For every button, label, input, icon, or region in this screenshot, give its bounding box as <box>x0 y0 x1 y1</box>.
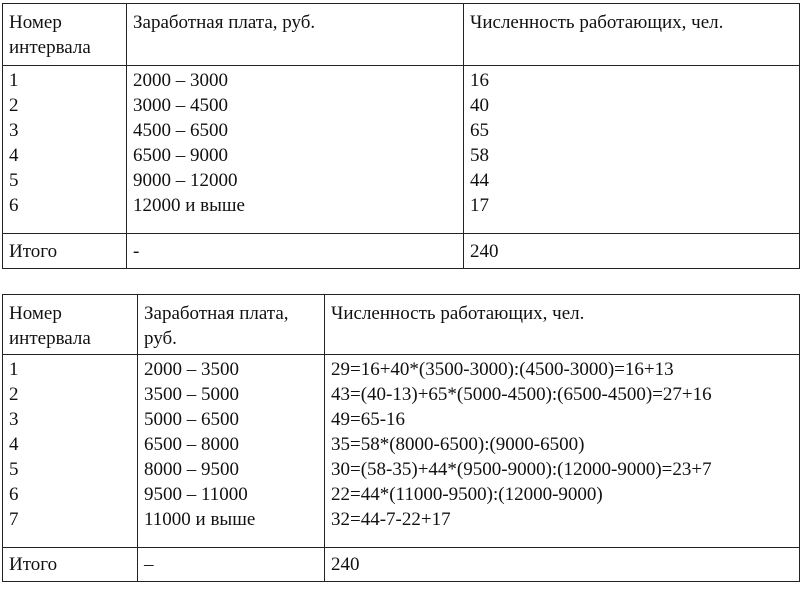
list-item: 1 <box>9 70 19 91</box>
list-item: 43=(40-13)+65*(5000-4500):(6500-4500)=27+16 <box>331 384 712 405</box>
list-item: 30=(58-35)+44*(9500-9000):(12000-9000)=23+7 <box>331 459 712 480</box>
header-interval-number: Номер интервала <box>3 295 138 355</box>
list-item: 44 <box>470 170 489 191</box>
list-item: 49=65-16 <box>331 409 406 430</box>
table-body-row <box>3 355 800 548</box>
table-body-row <box>3 66 800 234</box>
list-item: 5 <box>9 459 19 480</box>
list-item: 40 <box>470 95 489 116</box>
total-salary: - <box>127 234 464 269</box>
list-item: 9500 – 11000 <box>144 484 248 505</box>
list-item: 3500 – 5000 <box>144 384 239 405</box>
intervals-table-2 <box>2 294 800 582</box>
list-item: 29=16+40*(3500-3000):(4500-3000)=16+13 <box>331 359 674 380</box>
total-label: Итого <box>3 234 127 269</box>
list-item: 6500 – 8000 <box>144 434 239 455</box>
list-item: 4 <box>9 145 19 166</box>
total-workers: 240 <box>464 234 800 269</box>
list-item: 2 <box>9 384 19 405</box>
table-total-row <box>3 548 800 582</box>
list-item: 3 <box>9 409 19 430</box>
salary-ranges-cell <box>127 66 464 234</box>
list-item: 35=58*(8000-6500):(9000-6500) <box>331 434 585 455</box>
list-item: 3 <box>9 120 19 141</box>
salary-ranges-cell <box>138 355 325 548</box>
list-item: 4500 – 6500 <box>133 120 228 141</box>
list-item: 8000 – 9500 <box>144 459 239 480</box>
interval-numbers-cell <box>3 66 127 234</box>
intervals-table-1 <box>2 3 800 269</box>
list-item: 22=44*(11000-9500):(12000-9000) <box>331 484 603 505</box>
list-item: 58 <box>470 145 489 166</box>
list-item: 1 <box>9 359 19 380</box>
header-interval-number: Номер интервала <box>3 4 127 66</box>
workers-count-cell <box>325 355 800 548</box>
list-item: 11000 и выше <box>144 509 256 530</box>
list-item: 2 <box>9 95 19 116</box>
list-item: 12000 и выше <box>133 195 245 216</box>
list-item: 6 <box>9 195 19 216</box>
list-item: 5000 – 6500 <box>144 409 239 430</box>
list-item: 2000 – 3000 <box>133 70 228 91</box>
list-item: 5 <box>9 170 19 191</box>
list-item: 16 <box>470 70 489 91</box>
total-salary: – <box>138 548 325 582</box>
header-workers-count: Численность работающих, чел. <box>464 4 800 66</box>
list-item: 7 <box>9 509 19 530</box>
header-workers-count: Численность работающих, чел. <box>325 295 800 355</box>
list-item: 4 <box>9 434 19 455</box>
list-item: 2000 – 3500 <box>144 359 239 380</box>
list-item: 32=44-7-22+17 <box>331 509 451 530</box>
table-header-row <box>3 295 800 355</box>
total-workers: 240 <box>325 548 800 582</box>
list-item: 6500 – 9000 <box>133 145 228 166</box>
table-header-row <box>3 4 800 66</box>
list-item: 65 <box>470 120 489 141</box>
header-salary: Заработная плата, руб. <box>138 295 325 355</box>
list-item: 3000 – 4500 <box>133 95 228 116</box>
total-label: Итого <box>3 548 138 582</box>
header-salary: Заработная плата, руб. <box>127 4 464 66</box>
interval-numbers-cell <box>3 355 138 548</box>
list-item: 17 <box>470 195 489 216</box>
table-total-row <box>3 234 800 269</box>
list-item: 9000 – 12000 <box>133 170 238 191</box>
list-item: 6 <box>9 484 19 505</box>
workers-count-cell <box>464 66 800 234</box>
